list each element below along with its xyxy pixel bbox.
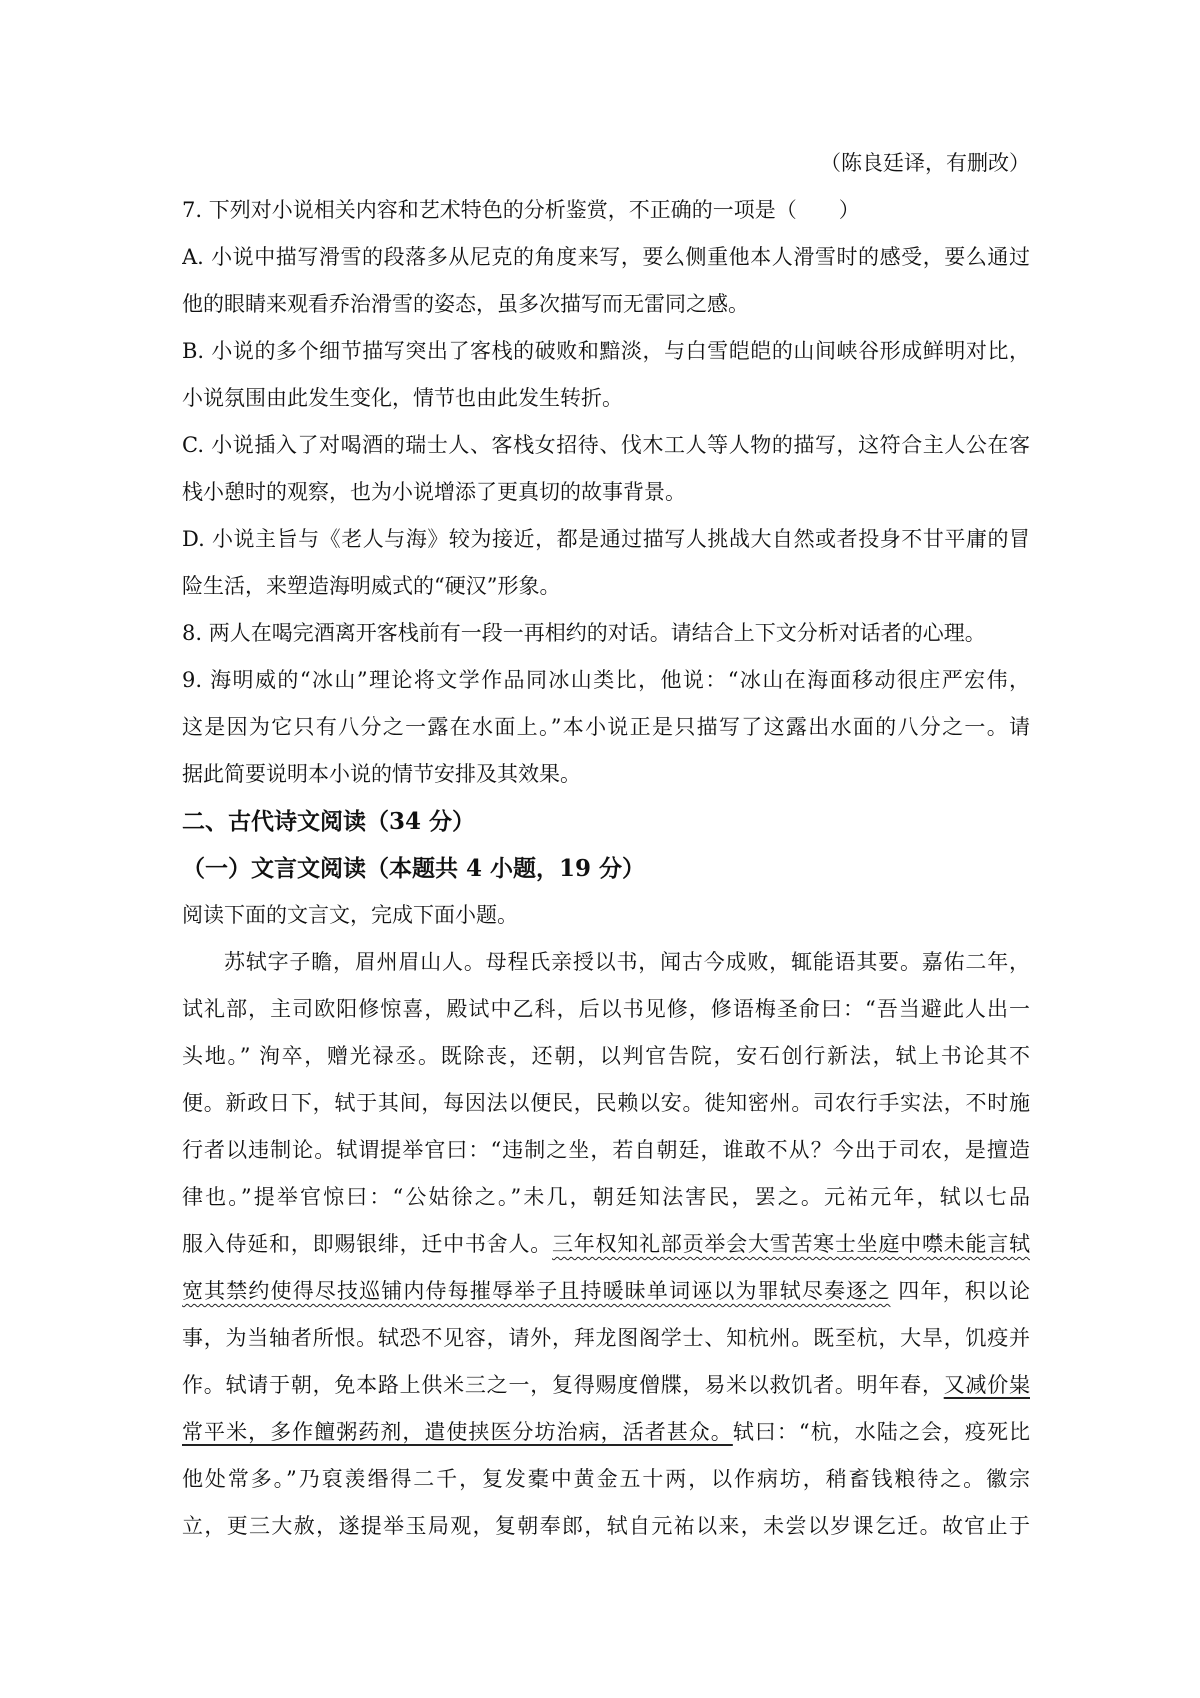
passage-line-8 xyxy=(182,1268,1030,1315)
passage-line-5: 行者以违制论。轼谓提举官曰：“违制之坐，若自朝廷，谁敢不从？今出于司农，是擅造 xyxy=(182,1138,1030,1162)
passage-line-3: 头地。” 洵卒，赠光禄丞。既除丧，还朝，以判官告院，安石创行新法，轼上书论其不 xyxy=(182,1044,1030,1068)
passage-text: 四年，积以论 xyxy=(890,1279,1030,1303)
reading-instruction: 阅读下面的文言文，完成下面小题。 xyxy=(182,903,518,927)
question-8: 8. 两人在喝完酒离开客栈前有一段一再相约的对话。请结合上下文分析对话者的心理。 xyxy=(182,621,986,645)
passage-text: 服入侍延和，即赐银绯，迁中书舍人。 xyxy=(182,1232,552,1256)
option-b-line-2: 小说氛围由此发生变化，情节也由此发生转折。 xyxy=(182,386,623,410)
wavy-underlined-sentence: 三年权知礼部贡举会大雪苦寒士坐庭中噤未能言轼 xyxy=(551,1232,1030,1256)
wavy-underlined-sentence: 宽其禁约使得尽技巡铺内侍每摧辱举子且持暖昧单词诬以为罪轼尽奏逐之 xyxy=(182,1279,891,1303)
passage-text: 作。轼请于朝，免本路上供米三之一，复得赐度僧牒，易米以救饥者。明年春， xyxy=(182,1373,944,1397)
passage-line-2: 试礼部，主司欧阳修惊喜，殿试中乙科，后以书见修，修语梅圣俞曰：“吾当避此人出一 xyxy=(182,997,1030,1021)
question-9-line-3: 据此简要说明本小说的情节安排及其效果。 xyxy=(182,762,581,786)
option-b-line-1: B. 小说的多个细节描写突出了客栈的破败和黯淡，与白雪皑皑的山间峡谷形成鲜明对比， xyxy=(182,339,1030,363)
option-c-line-1: C. 小说插入了对喝酒的瑞士人、客栈女招待、伐木工人等人物的描写，这符合主人公在客 xyxy=(182,433,1030,457)
question-9-line-1: 9. 海明威的“冰山”理论将文学作品同冰山类比，他说：“冰山在海面移动很庄严宏伟， xyxy=(182,668,1030,692)
question-9-line-2: 这是因为它只有八分之一露在水面上。”本小说正是只描写了这露出水面的八分之一。请 xyxy=(182,715,1030,739)
underlined-sentence: 常平米，多作饘粥药剂，遣使挟医分坊治病，活者甚众。 xyxy=(182,1420,733,1444)
passage-line-9: 事，为当轴者所恨。轼恐不见容，请外，拜龙图阁学士、知杭州。既至杭，大旱，饥疫并 xyxy=(182,1326,1030,1350)
underlined-sentence: 又减价粜 xyxy=(943,1373,1030,1397)
option-d-line-1: D. 小说主旨与《老人与海》较为接近，都是通过描写人挑战大自然或者投身不甘平庸的冒 xyxy=(182,527,1030,551)
option-c-line-2: 栈小憩时的观察，也为小说增添了更真切的故事背景。 xyxy=(182,480,686,504)
passage-line-6: 律也。”提举官惊曰：“公姑徐之。”未几，朝廷知法害民，罢之。元祐元年，轼以七品 xyxy=(182,1185,1030,1209)
subsection-heading: （一）文言文阅读（本题共 4 小题，19 分） xyxy=(182,855,646,882)
option-a-line-2: 他的眼睛来观看乔治滑雪的姿态，虽多次描写而无雷同之感。 xyxy=(182,292,749,316)
passage-line-13: 立，更三大赦，遂提举玉局观，复朝奉郎，轼自元祐以来，未尝以岁课乞迁。故官止于 xyxy=(182,1514,1030,1538)
translator-attribution: （陈良廷译，有删改） xyxy=(820,151,1030,175)
option-a-line-1: A. 小说中描写滑雪的段落多从尼克的角度来写，要么侧重他本人滑雪时的感受，要么通过 xyxy=(182,245,1030,269)
option-d-line-2: 险生活，来塑造海明威式的“硬汉”形象。 xyxy=(182,574,561,598)
passage-text: 轼曰：“杭，水陆之会，疫死比 xyxy=(732,1420,1030,1444)
document-page xyxy=(182,140,1030,1550)
question-7-stem: 7. 下列对小说相关内容和艺术特色的分析鉴赏，不正确的一项是（ ） xyxy=(182,198,860,222)
passage-line-7 xyxy=(182,1221,1030,1268)
passage-line-4: 便。新政日下，轼于其间，每因法以便民，民赖以安。徙知密州。司农行手实法，不时施 xyxy=(182,1091,1030,1115)
passage-line-1: 苏轼字子瞻，眉州眉山人。母程氏亲授以书，闻古今成败，辄能语其要。嘉佑二年， xyxy=(224,950,1030,974)
passage-line-11 xyxy=(182,1409,1030,1456)
passage-line-12: 他处常多。”乃裒羡缗得二千，复发橐中黄金五十两，以作病坊，稍畜钱粮待之。徽宗 xyxy=(182,1467,1030,1491)
section-heading: 二、古代诗文阅读（34 分） xyxy=(182,808,476,835)
passage-line-10 xyxy=(182,1362,1030,1409)
